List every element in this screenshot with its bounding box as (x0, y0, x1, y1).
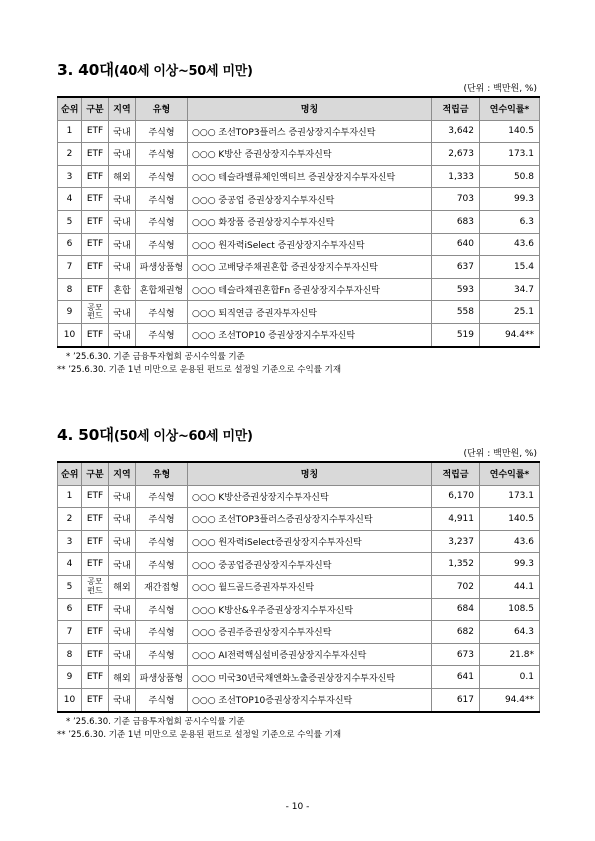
cell-category: ETF (82, 530, 109, 553)
table-row (58, 188, 540, 211)
table-row (58, 598, 540, 621)
cell-category: ETF (82, 323, 109, 346)
cell-rank: 2 (58, 508, 82, 531)
cell-return: 6.3 (480, 210, 540, 233)
cell-region: 국내 (109, 553, 136, 576)
cell-reserve: 683 (432, 210, 480, 233)
cell-region: 국내 (109, 120, 136, 143)
table-row (58, 485, 540, 508)
cell-reserve: 593 (432, 278, 480, 301)
cell-region: 국내 (109, 508, 136, 531)
cell-region: 해외 (109, 575, 136, 598)
cell-reserve: 1,333 (432, 165, 480, 188)
cell-rank: 1 (58, 485, 82, 508)
cell-return: 173.1 (480, 485, 540, 508)
cell-return: 99.3 (480, 553, 540, 576)
unit-label: (단위 : 백만원, %) (463, 449, 537, 459)
cell-type: 주식형 (136, 553, 188, 576)
table-row (58, 278, 540, 301)
cell-rank: 1 (58, 120, 82, 143)
cell-name: ○○○ 테슬라밸류체인액티브 증권상장지수투자신탁 (188, 165, 432, 188)
table-row (58, 688, 540, 711)
column-header-name: 명칭 (188, 97, 432, 120)
section-50s (57, 423, 539, 742)
table-row (58, 621, 540, 644)
cell-region: 국내 (109, 301, 136, 324)
table-row (58, 643, 540, 666)
cell-category: ETF (82, 688, 109, 711)
cell-category: ETF (82, 508, 109, 531)
cell-rank: 5 (58, 575, 82, 598)
cell-reserve: 2,673 (432, 143, 480, 166)
cell-reserve: 617 (432, 688, 480, 711)
cell-category: ETF (82, 188, 109, 211)
cell-type: 주식형 (136, 165, 188, 188)
cell-region: 국내 (109, 688, 136, 711)
table-row (58, 233, 540, 256)
footnotes (57, 716, 539, 742)
cell-reserve: 4,911 (432, 508, 480, 531)
cell-rank: 9 (58, 301, 82, 324)
column-header-rank: 순위 (58, 462, 82, 485)
footnote: * ’25.6.30. 기준 금융투자협회 공시수익률 기준 (66, 716, 245, 727)
cell-name: ○○○ AI전력핵심설비증권상장지수투자신탁 (188, 643, 432, 666)
cell-region: 국내 (109, 598, 136, 621)
cell-region: 국내 (109, 233, 136, 256)
cell-region: 국내 (109, 643, 136, 666)
cell-type: 주식형 (136, 643, 188, 666)
cell-name: ○○○ K방산증권상장지수투자신탁 (188, 485, 432, 508)
cell-category: ETF (82, 485, 109, 508)
cell-category: ETF (82, 553, 109, 576)
column-header-region: 지역 (109, 97, 136, 120)
table-row (58, 323, 540, 346)
table-row (58, 256, 540, 279)
cell-type: 주식형 (136, 233, 188, 256)
cell-return: 140.5 (480, 120, 540, 143)
cell-reserve: 1,352 (432, 553, 480, 576)
cell-category: ETF (82, 621, 109, 644)
cell-type: 주식형 (136, 301, 188, 324)
cell-name: ○○○ K방산&우주증권상장지수투자신탁 (188, 598, 432, 621)
cell-rank: 8 (58, 278, 82, 301)
cell-name: ○○○ 중공업증권상장지수투자신탁 (188, 553, 432, 576)
cell-region: 국내 (109, 485, 136, 508)
cell-return: 0.1 (480, 666, 540, 689)
cell-return: 108.5 (480, 598, 540, 621)
cell-category: 공모 펀드 (82, 575, 109, 598)
cell-region: 국내 (109, 143, 136, 166)
table-row (58, 575, 540, 598)
cell-region: 국내 (109, 256, 136, 279)
column-header-category: 구분 (82, 97, 109, 120)
column-header-category: 구분 (82, 462, 109, 485)
cell-name: ○○○ 중공업 증권상장지수투자신탁 (188, 188, 432, 211)
cell-type: 파생상품형 (136, 666, 188, 689)
page-number: - 10 - (285, 802, 310, 812)
table-header-row (58, 97, 540, 120)
cell-return: 173.1 (480, 143, 540, 166)
cell-region: 국내 (109, 621, 136, 644)
unit-label: (단위 : 백만원, %) (463, 84, 537, 94)
cell-rank: 5 (58, 210, 82, 233)
section-title-main: 4. 50대 (57, 426, 114, 444)
cell-rank: 9 (58, 666, 82, 689)
cell-category: ETF (82, 233, 109, 256)
cell-return: 43.6 (480, 233, 540, 256)
column-header-return: 연수익률* (480, 97, 540, 120)
table-row (58, 120, 540, 143)
cell-name: ○○○ 조선TOP10증권상장지수투자신탁 (188, 688, 432, 711)
cell-type: 재간접형 (136, 575, 188, 598)
cell-region: 국내 (109, 530, 136, 553)
cell-reserve: 640 (432, 233, 480, 256)
cell-region: 국내 (109, 188, 136, 211)
section-title-main: 3. 40대 (57, 61, 114, 79)
cell-rank: 4 (58, 553, 82, 576)
column-header-rank: 순위 (58, 97, 82, 120)
table-body (58, 485, 540, 711)
cell-return: 34.7 (480, 278, 540, 301)
cell-name: ○○○ 원자력iSelect 증권상장지수투자신탁 (188, 233, 432, 256)
cell-region: 해외 (109, 165, 136, 188)
cell-rank: 2 (58, 143, 82, 166)
cell-category: ETF (82, 598, 109, 621)
column-header-type: 유형 (136, 462, 188, 485)
table-header-row (58, 462, 540, 485)
cell-type: 혼합채권형 (136, 278, 188, 301)
cell-name: ○○○ 월드골드증권자투자신탁 (188, 575, 432, 598)
column-header-name: 명칭 (188, 462, 432, 485)
table-row (58, 165, 540, 188)
cell-reserve: 673 (432, 643, 480, 666)
cell-rank: 7 (58, 256, 82, 279)
cell-return: 43.6 (480, 530, 540, 553)
cell-rank: 3 (58, 165, 82, 188)
cell-region: 혼합 (109, 278, 136, 301)
cell-rank: 10 (58, 323, 82, 346)
table-row (58, 301, 540, 324)
cell-reserve: 6,170 (432, 485, 480, 508)
column-header-return: 연수익률* (480, 462, 540, 485)
cell-reserve: 702 (432, 575, 480, 598)
cell-return: 94.4** (480, 323, 540, 346)
table-body (58, 120, 540, 346)
cell-return: 64.3 (480, 621, 540, 644)
cell-name: ○○○ 조선TOP3플러스증권상장지수투자신탁 (188, 508, 432, 531)
section-title (57, 423, 539, 447)
cell-category: ETF (82, 643, 109, 666)
cell-region: 국내 (109, 323, 136, 346)
cell-name: ○○○ 증권주증권상장지수투자신탁 (188, 621, 432, 644)
column-header-type: 유형 (136, 97, 188, 120)
cell-return: 25.1 (480, 301, 540, 324)
cell-type: 주식형 (136, 210, 188, 233)
cell-type: 파생상품형 (136, 256, 188, 279)
column-header-region: 지역 (109, 462, 136, 485)
cell-region: 국내 (109, 210, 136, 233)
cell-type: 주식형 (136, 120, 188, 143)
cell-return: 15.4 (480, 256, 540, 279)
cell-rank: 6 (58, 598, 82, 621)
column-header-reserve: 적립금 (432, 97, 480, 120)
section-40s (57, 58, 539, 377)
cell-category: ETF (82, 165, 109, 188)
ranking-table (57, 461, 540, 713)
cell-rank: 3 (58, 530, 82, 553)
cell-reserve: 703 (432, 188, 480, 211)
cell-reserve: 682 (432, 621, 480, 644)
footnotes (57, 351, 539, 377)
cell-category: ETF (82, 666, 109, 689)
cell-type: 주식형 (136, 688, 188, 711)
cell-category: ETF (82, 278, 109, 301)
cell-type: 주식형 (136, 530, 188, 553)
table-row (58, 553, 540, 576)
cell-name: ○○○ 화장품 증권상장지수투자신탁 (188, 210, 432, 233)
cell-return: 94.4** (480, 688, 540, 711)
cell-return: 140.5 (480, 508, 540, 531)
cell-category: ETF (82, 210, 109, 233)
cell-return: 50.8 (480, 165, 540, 188)
cell-name: ○○○ 테슬라채권혼합Fn 증권상장지수투자신탁 (188, 278, 432, 301)
table-row (58, 666, 540, 689)
footnote: ** ’25.6.30. 기준 1년 미만으로 운용된 펀드로 설정일 기준으로 수익률 기재 (57, 364, 342, 375)
table-row (58, 508, 540, 531)
cell-category: ETF (82, 256, 109, 279)
cell-type: 주식형 (136, 323, 188, 346)
cell-name: ○○○ 퇴직연금 증권자투자신탁 (188, 301, 432, 324)
cell-rank: 7 (58, 621, 82, 644)
footnote: ** ’25.6.30. 기준 1년 미만으로 운용된 펀드로 설정일 기준으로 수익률 기재 (57, 729, 342, 740)
table-row (58, 210, 540, 233)
cell-rank: 8 (58, 643, 82, 666)
cell-reserve: 519 (432, 323, 480, 346)
table-row (58, 530, 540, 553)
cell-return: 99.3 (480, 188, 540, 211)
cell-category: 공모 펀드 (82, 301, 109, 324)
cell-rank: 4 (58, 188, 82, 211)
cell-type: 주식형 (136, 621, 188, 644)
cell-name: ○○○ 미국30년국채엔화노출증권상장지수투자신탁 (188, 666, 432, 689)
cell-reserve: 641 (432, 666, 480, 689)
cell-type: 주식형 (136, 188, 188, 211)
cell-type: 주식형 (136, 598, 188, 621)
cell-reserve: 3,237 (432, 530, 480, 553)
column-header-reserve: 적립금 (432, 462, 480, 485)
cell-reserve: 558 (432, 301, 480, 324)
section-title (57, 58, 539, 82)
cell-type: 주식형 (136, 508, 188, 531)
cell-type: 주식형 (136, 485, 188, 508)
cell-return: 21.8* (480, 643, 540, 666)
cell-reserve: 637 (432, 256, 480, 279)
cell-reserve: 684 (432, 598, 480, 621)
cell-rank: 10 (58, 688, 82, 711)
cell-region: 해외 (109, 666, 136, 689)
table-row (58, 143, 540, 166)
cell-name: ○○○ K방산 증권상장지수투자신탁 (188, 143, 432, 166)
cell-name: ○○○ 조선TOP3플러스 증권상장지수투자신탁 (188, 120, 432, 143)
cell-category: ETF (82, 120, 109, 143)
cell-name: ○○○ 원자력iSelect증권상장지수투자신탁 (188, 530, 432, 553)
section-title-range: (50세 이상~60세 미만) (113, 429, 253, 444)
ranking-table (57, 96, 540, 348)
cell-category: ETF (82, 143, 109, 166)
cell-name: ○○○ 고배당주채권혼합 증권상장지수투자신탁 (188, 256, 432, 279)
cell-type: 주식형 (136, 143, 188, 166)
section-title-range: (40세 이상~50세 미만) (113, 64, 253, 79)
cell-return: 44.1 (480, 575, 540, 598)
cell-reserve: 3,642 (432, 120, 480, 143)
footnote: * ’25.6.30. 기준 금융투자협회 공시수익률 기준 (66, 351, 245, 362)
cell-name: ○○○ 조선TOP10 증권상장지수투자신탁 (188, 323, 432, 346)
cell-rank: 6 (58, 233, 82, 256)
